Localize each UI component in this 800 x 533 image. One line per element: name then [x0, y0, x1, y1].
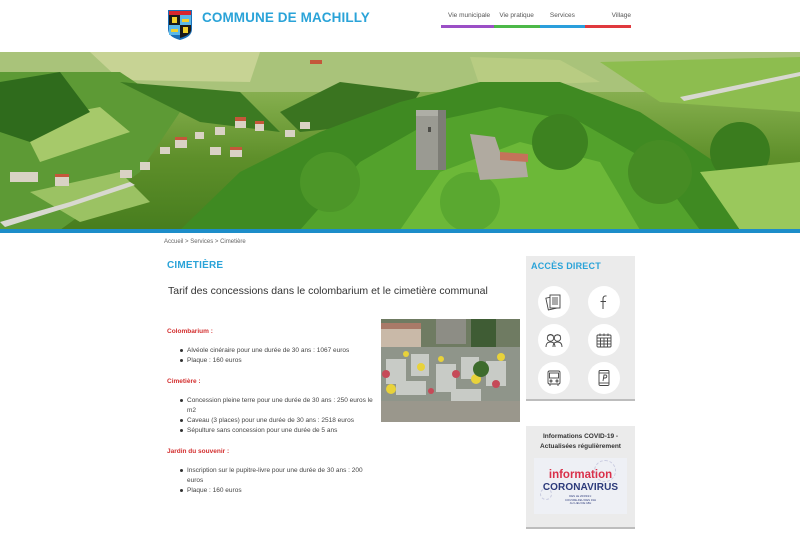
covid-panel-title	[526, 432, 635, 452]
banner-small-line: DES LE 20/03/21:	[569, 494, 592, 498]
list-item: Plaque : 160 euros	[180, 356, 377, 366]
hero-banner-image	[0, 52, 800, 230]
site-title[interactable]: COMMUNE DE MACHILLY	[202, 10, 370, 25]
section-title-colombarium: Colombarium :	[167, 328, 213, 335]
nav-vie-pratique[interactable]	[494, 12, 540, 26]
page-title: CIMETIÈRE	[167, 260, 224, 271]
covid-info-panel	[526, 426, 635, 529]
cemetery-photo	[381, 319, 520, 422]
nav-label: Services	[549, 12, 575, 19]
children-icon	[544, 330, 564, 350]
list-item: Alvéole cinéraire pour une durée de 30 ans : 1067 euros	[180, 346, 377, 356]
nav-services[interactable]	[540, 12, 586, 26]
colombarium-list	[180, 346, 377, 365]
cimetiere-list	[180, 396, 377, 435]
calendar-icon	[594, 330, 614, 350]
parking-button[interactable]	[588, 362, 620, 394]
hero-accent-line	[0, 229, 800, 233]
site-header	[0, 0, 800, 52]
list-item: Caveau (3 places) pour une durée de 30 ans : 2518 euros	[180, 416, 377, 426]
banner-information-text: information	[548, 469, 613, 481]
acces-direct-title: ACCÈS DIRECT	[531, 261, 601, 271]
breadcrumb-current: Cimetière	[220, 239, 246, 245]
breadcrumb-services[interactable]: Services	[190, 239, 214, 245]
list-item: Sépulture sans concession pour une durée de 5 ans	[180, 426, 377, 436]
agenda-button[interactable]	[588, 324, 620, 356]
nav-color-bar	[540, 25, 586, 28]
banner-small-line: AU LIEU DE 18H	[569, 501, 592, 506]
nav-village[interactable]	[585, 12, 631, 26]
breadcrumb-separator: >	[185, 239, 189, 245]
page-lead: Tarif des concessions dans le colombarium et le cimetière communal	[168, 285, 488, 297]
nav-vie-municipale[interactable]	[441, 12, 494, 26]
section-title-jardin: Jardin du souvenir :	[167, 448, 230, 456]
covid-title-line2: Actualisées régulièrement	[540, 443, 621, 450]
nav-color-bar	[441, 25, 494, 28]
transports-button[interactable]	[538, 362, 570, 394]
list-item: Plaque : 160 euros	[180, 486, 377, 496]
breadcrumb-separator: >	[214, 239, 219, 245]
section-title-cimetiere: Cimetière :	[167, 378, 201, 386]
breadcrumb-accueil[interactable]: Accueil	[164, 239, 184, 245]
nav-label: Vie municipale	[448, 12, 491, 19]
documents-button[interactable]	[538, 286, 570, 318]
acces-direct-panel	[526, 256, 635, 401]
enfance-button[interactable]	[538, 324, 570, 356]
breadcrumb	[164, 239, 246, 245]
list-item: Inscription sur le pupitre-livre pour une durée de 30 ans : 200 euros	[180, 466, 377, 485]
facebook-icon	[594, 292, 614, 312]
covid-title-line1: Informations COVID-19 -	[542, 433, 619, 440]
list-item: Concession pleine terre pour une durée de 30 ans : 250 euros le m2	[180, 396, 377, 415]
nav-label: Village	[611, 12, 631, 19]
tariff-content	[167, 328, 377, 508]
jardin-list	[180, 466, 377, 495]
banner-curfew-text	[534, 495, 627, 506]
nav-color-bar	[585, 25, 631, 28]
banner-coronavirus-text: CORONAVIRUS	[542, 482, 619, 493]
documents-icon	[544, 292, 564, 312]
coronavirus-info-banner[interactable]	[534, 458, 627, 514]
parking-phone-icon	[594, 368, 614, 388]
nav-label: Vie pratique	[499, 12, 534, 19]
acces-direct-grid	[538, 286, 624, 394]
banner-small-line: COUVRE-FEU DES 19H	[565, 497, 596, 502]
coat-of-arms-icon[interactable]	[167, 9, 193, 41]
main-nav	[441, 12, 631, 26]
facebook-button[interactable]	[588, 286, 620, 318]
bus-icon	[544, 368, 564, 388]
nav-color-bar	[494, 25, 540, 28]
